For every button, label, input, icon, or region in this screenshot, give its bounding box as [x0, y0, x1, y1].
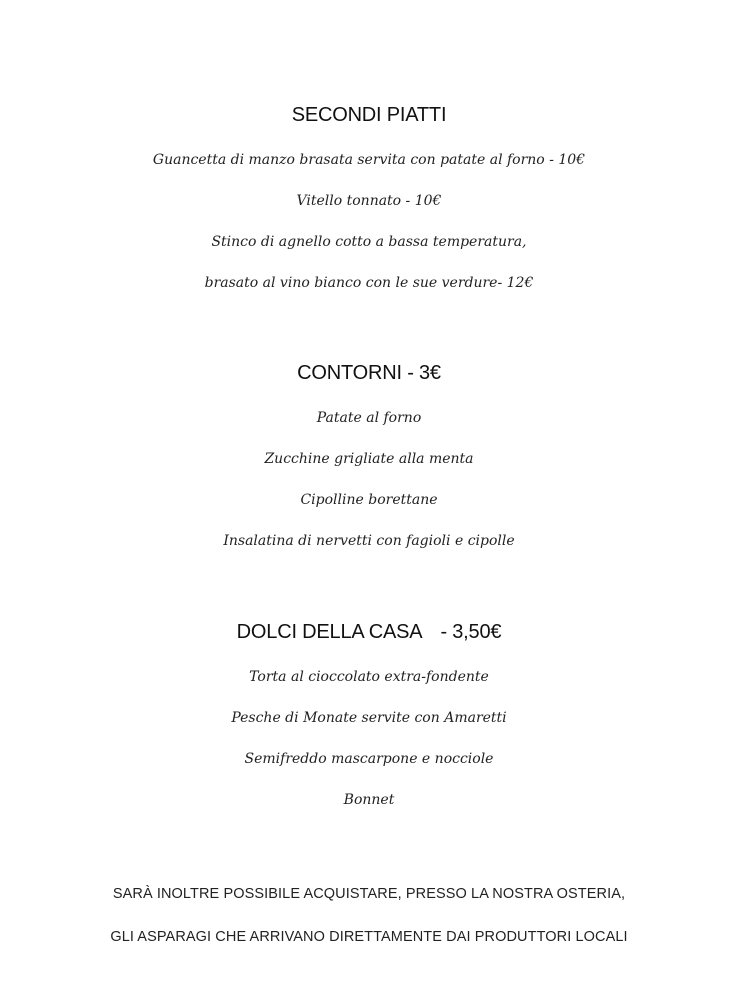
menu-item: Guancetta di manzo brasata servita con patate al forno - 10€	[152, 152, 586, 168]
menu-item: Torta al cioccolato extra-fondente	[249, 669, 489, 685]
section-title-dolci-label: DOLCI DELLA CASA	[236, 621, 423, 643]
section-title-dolci-price: - 3,50€	[440, 621, 502, 643]
menu-item: Vitello tonnato - 10€	[296, 193, 442, 209]
menu-item: Cipolline borettane	[300, 492, 438, 508]
menu-item: Stinco di agnello cotto a bassa temperatura,	[211, 234, 527, 250]
menu-item: Pesche di Monate servite con Amaretti	[231, 710, 507, 726]
section-title-secondi-piatti: SECONDI PIATTI	[291, 104, 447, 126]
section-title-dolci	[0, 621, 738, 644]
footer-note-line-1: SARÀ INOLTRE POSSIBILE ACQUISTARE, PRESSO LA NOSTRA OSTERIA,	[112, 886, 626, 902]
menu-item: Bonnet	[343, 792, 395, 808]
menu-item: Patate al forno	[316, 410, 422, 426]
menu-item: brasato al vino bianco con le sue verdure- 12€	[204, 275, 534, 291]
section-title-contorni: CONTORNI - 3€	[297, 362, 441, 384]
menu-item: Semifreddo mascarpone e nocciole	[244, 751, 494, 767]
footer-note-line-2: GLI ASPARAGI CHE ARRIVANO DIRETTAMENTE DAI PRODUTTORI LOCALI	[110, 929, 628, 945]
menu-item: Insalatina di nervetti con fagioli e cipolle	[223, 533, 515, 549]
menu-item: Zucchine grigliate alla menta	[264, 451, 474, 467]
